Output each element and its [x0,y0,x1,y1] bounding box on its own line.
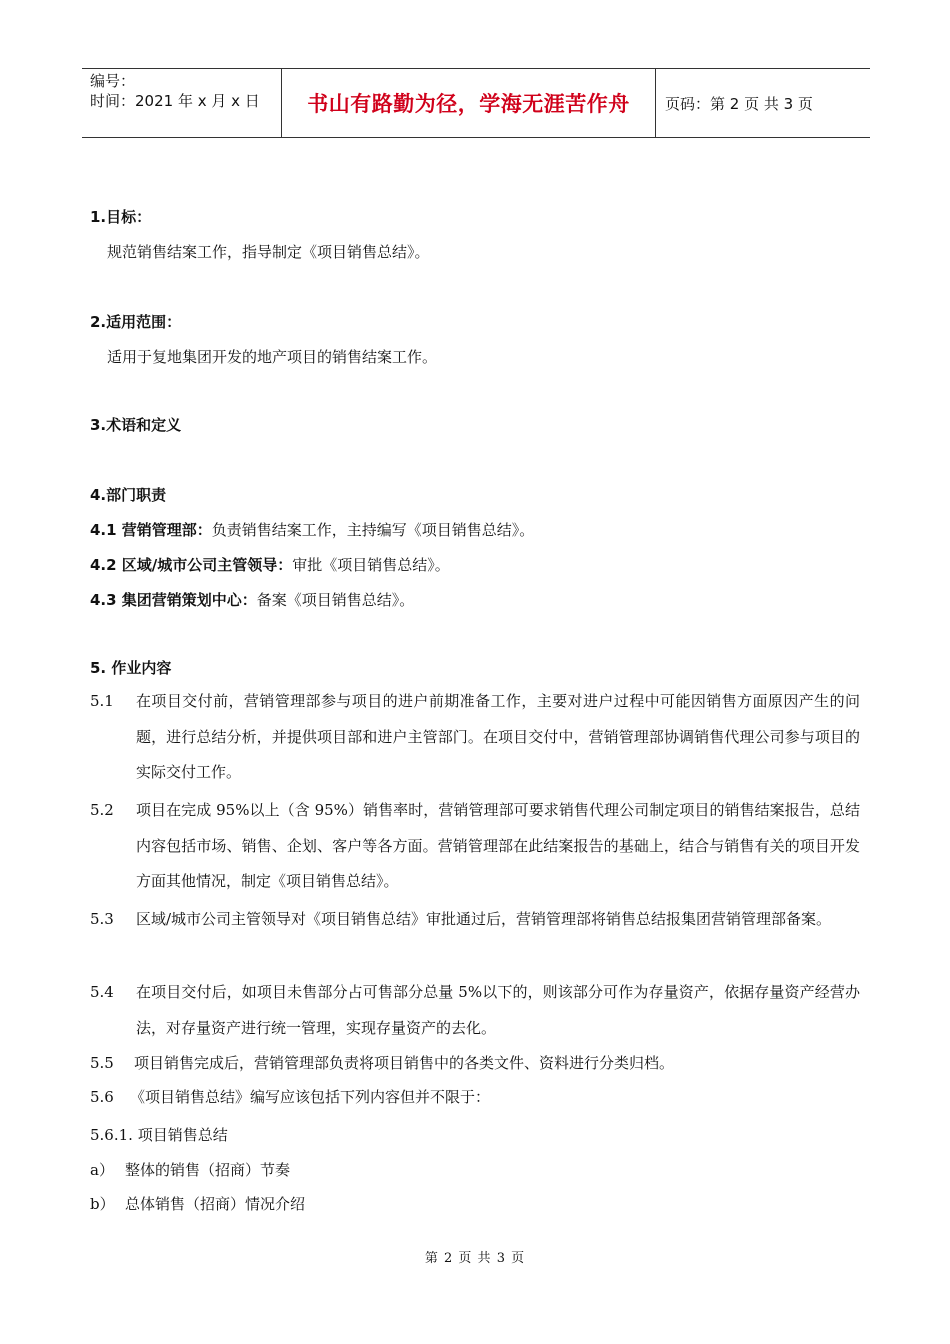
item-text: 在项目交付后，如项目未售部分占可售部分总量 5%以下的，则该部分可作为存量资产，依据存量资产经营办法，对存量资产进行统一管理，实现存量资产的去化。 [136,983,860,1037]
subsection-title: 5.6.1. 项目销售总结 [90,1126,228,1144]
list-marker: b） [90,1195,115,1213]
section-4-item [90,589,414,610]
item-text: 《项目销售总结》编写应该包括下列内容但并不限于： [130,1088,491,1106]
list-item [90,1193,306,1214]
section-1-body: 规范销售结案工作，指导制定《项目销售总结》。 [107,243,430,261]
section-5-item [90,975,860,1046]
section-4-item [90,519,534,540]
item-number: 5.3 [90,910,114,928]
list-text: 整体的销售（招商）节奏 [125,1161,291,1179]
page-header [82,68,870,138]
item-text: 负责销售结案工作，主持编写《项目销售总结》。 [211,521,535,539]
item-label: 4.3 集团营销策划中心： [90,591,257,609]
item-number: 5.2 [90,801,114,819]
item-number: 5.5 [90,1054,114,1072]
item-text: 区域/城市公司主管领导对《项目销售总结》审批通过后，营销管理部将销售总结报集团营销管理部备案。 [136,910,832,928]
section-5-item [90,793,860,900]
section-5-item [90,902,860,938]
section-2-title: 2.适用范围： [90,313,182,331]
document-number: 编号： [90,72,136,90]
item-text: 在项目交付前，营销管理部参与项目的进户前期准备工作，主要对进户过程中可能因销售方面原因产生的问题，进行总结分析，并提供项目部和进户主管部门。在项目交付中，营销管理部协调销售代理公司参与项目的实际交付工作。 [136,692,860,781]
section-5-item [90,1080,860,1116]
section-5-item [90,1046,860,1082]
page-footer: 第 2 页 共 3 页 [424,1251,526,1266]
section-4-item [90,554,450,575]
section-4-title: 4.部门职责 [90,486,167,504]
list-marker: a） [90,1161,114,1179]
header-page-number: 页码：第 2 页 共 3 页 [665,94,813,113]
item-label: 4.1 营销管理部： [90,521,212,539]
item-text: 项目销售完成后，营销管理部负责将项目销售中的各类文件、资料进行分类归档。 [134,1054,675,1072]
section-5-title: 5. 作业内容 [90,659,172,677]
item-text: 备案《项目销售总结》。 [256,591,415,609]
list-text: 总体销售（招商）情况介绍 [125,1195,306,1213]
item-text: 项目在完成 95%以上（含 95%）销售率时，营销管理部可要求销售代理公司制定项目的销售结案报告，总结内容包括市场、销售、企划、客户等各方面。营销管理部在此结案报告的基础上，结合与销售有关的项目开发方面其他情况，制定《项目销售总结》。 [136,801,860,890]
item-text: 审批《项目销售总结》。 [292,556,450,574]
header-motto: 书山有路勤为径，学海无涯苦作舟 [282,69,656,137]
document-date: 时间：2021 年 x 月 x 日 [90,92,260,110]
list-item [90,1159,291,1180]
section-3-title: 3.术语和定义 [90,416,182,434]
section-1-title: 1.目标： [90,208,152,226]
section-5-item [90,684,860,791]
item-label: 4.2 区域/城市公司主管领导： [90,556,293,574]
section-2-body: 适用于复地集团开发的地产项目的销售结案工作。 [107,348,438,366]
item-number: 5.1 [90,692,114,710]
header-meta [82,69,282,137]
item-number: 5.6 [90,1088,114,1106]
item-number: 5.4 [90,983,114,1001]
